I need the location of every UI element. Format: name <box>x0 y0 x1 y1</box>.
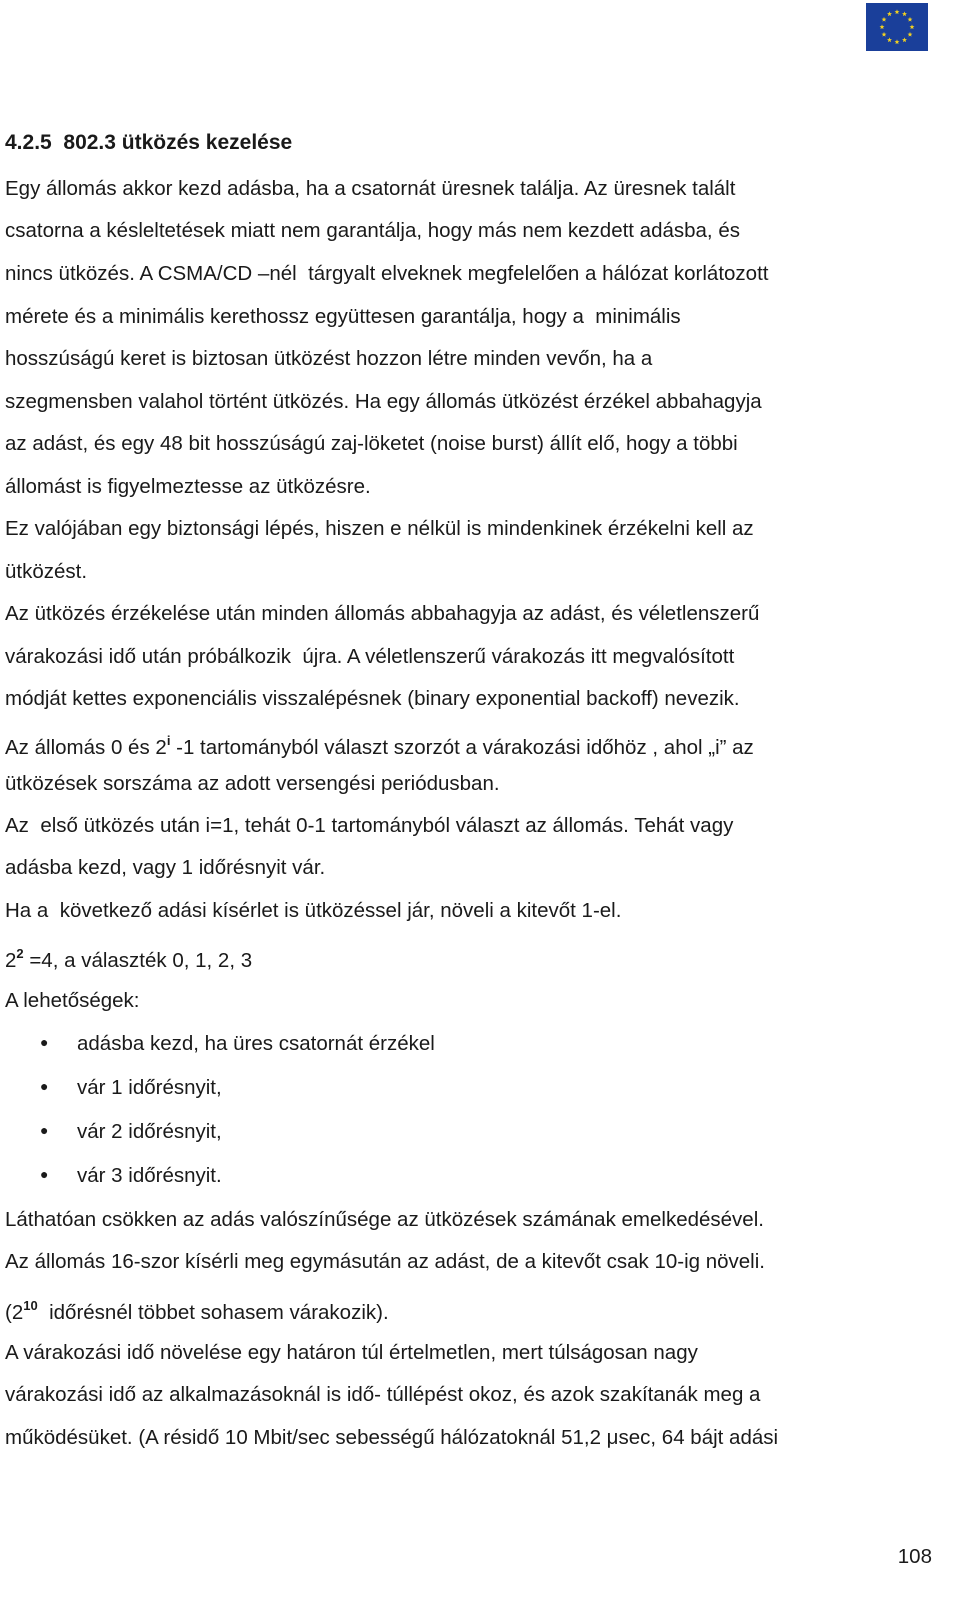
text-line: az adást, és egy 48 bit hosszúságú zaj-löketet (noise burst) állít elő, hogy a többi <box>5 432 738 455</box>
section-title: 802.3 ütközés kezelése <box>63 131 293 154</box>
text-line: Az első ütközés után i=1, tehát 0-1 tartományból választ az állomás. Tehát vagy <box>5 814 734 837</box>
bullet-marker: ● <box>40 1122 49 1138</box>
text-line: működésüket. (A résidő 10 Mbit/sec sebességű hálózatoknál 51,2 μsec, 64 bájt adási <box>5 1426 779 1449</box>
text-line: mérete és a minimális kerethossz együttesen garantálja, hogy a minimális <box>5 305 681 328</box>
text-line: hosszúságú keret is biztosan ütközést hozzon létre minden vevőn, ha a <box>5 347 653 370</box>
superscript: i <box>166 733 171 748</box>
text-line: várakozási idő után próbálkozik újra. A véletlenszerű várakozás itt megvalósított <box>5 645 735 668</box>
text-line: adásba kezd, vagy 1 időrésnyit vár. <box>5 856 326 879</box>
text-line: Egy állomás akkor kezd adásba, ha a csatornát üresnek találja. Az üresnek talált <box>5 177 736 200</box>
text-line: ütközést. <box>5 560 88 583</box>
list-item: vár 1 időrésnyit, <box>77 1076 222 1099</box>
text-line: Az ütközés érzékelése után minden állomás abbahagyja az adást, és véletlenszerű <box>5 602 760 625</box>
list-item: vár 3 időrésnyit. <box>77 1164 222 1187</box>
text-line: A várakozási idő növelése egy határon túl értelmetlen, mert túlságosan nagy <box>5 1341 698 1364</box>
bullet-marker: ● <box>40 1078 49 1094</box>
text-line: csatorna a késleltetések miatt nem garantálja, hogy más nem kezdett adásba, és <box>5 219 740 242</box>
list-item: adásba kezd, ha üres csatornát érzékel <box>77 1032 435 1055</box>
formula-line: ($2^{10}$ időrésnél többet sohasem várakozik). <box>5 1298 389 1324</box>
formula-line: $2^2 =4$, a választék 0, 1, 2, 3 <box>5 946 253 972</box>
text-line: Ez valójában egy biztonsági lépés, hiszen e nélkül is mindenkinek érzékelni kell az <box>5 517 754 540</box>
text-line: ütközések sorszáma az adott versengési periódusban. <box>5 772 500 795</box>
list-item: vár 2 időrésnyit, <box>77 1120 222 1143</box>
options-label: A lehetőségek: <box>5 989 140 1012</box>
superscript: 2 <box>16 946 24 961</box>
bullet-marker: ● <box>40 1034 49 1050</box>
text-line: Láthatóan csökken az adás valószínűsége az ütközések számának emelkedésével. <box>5 1208 764 1231</box>
text-line: módját kettes exponenciális visszalépésnek (binary exponential backoff) nevezik. <box>5 687 740 710</box>
eu-flag-logo <box>866 3 928 51</box>
superscript: 10 <box>23 1298 38 1313</box>
text-line: Ha a következő adási kísérlet is ütközéssel jár, növeli a kitevőt 1-el. <box>5 899 622 922</box>
text-line: állomást is figyelmeztesse az ütközésre. <box>5 475 371 498</box>
text-line: nincs ütközés. A CSMA/CD –nél tárgyalt elveknek megfelelően a hálózat korlátozott <box>5 262 769 285</box>
text-line: várakozási idő az alkalmazásoknál is idő- túllépést okoz, és azok szakítanák meg a <box>5 1383 761 1406</box>
formula-line: Az állomás 0 és 2$^i$ -1 tartományból választ szorzót a várakozási időhöz , ahol „i” az <box>5 733 754 759</box>
page-number: 108 <box>897 1545 932 1568</box>
text-line: Az állomás 16-szor kísérli meg egymásután az adást, de a kitevőt csak 10-ig növeli. <box>5 1250 765 1273</box>
text-line: szegmensben valahol történt ütközés. Ha egy állomás ütközést érzékel abbahagyja <box>5 390 762 413</box>
section-number: 4.2.5 <box>5 131 52 154</box>
bullet-marker: ● <box>40 1166 49 1182</box>
section-heading <box>5 131 292 155</box>
